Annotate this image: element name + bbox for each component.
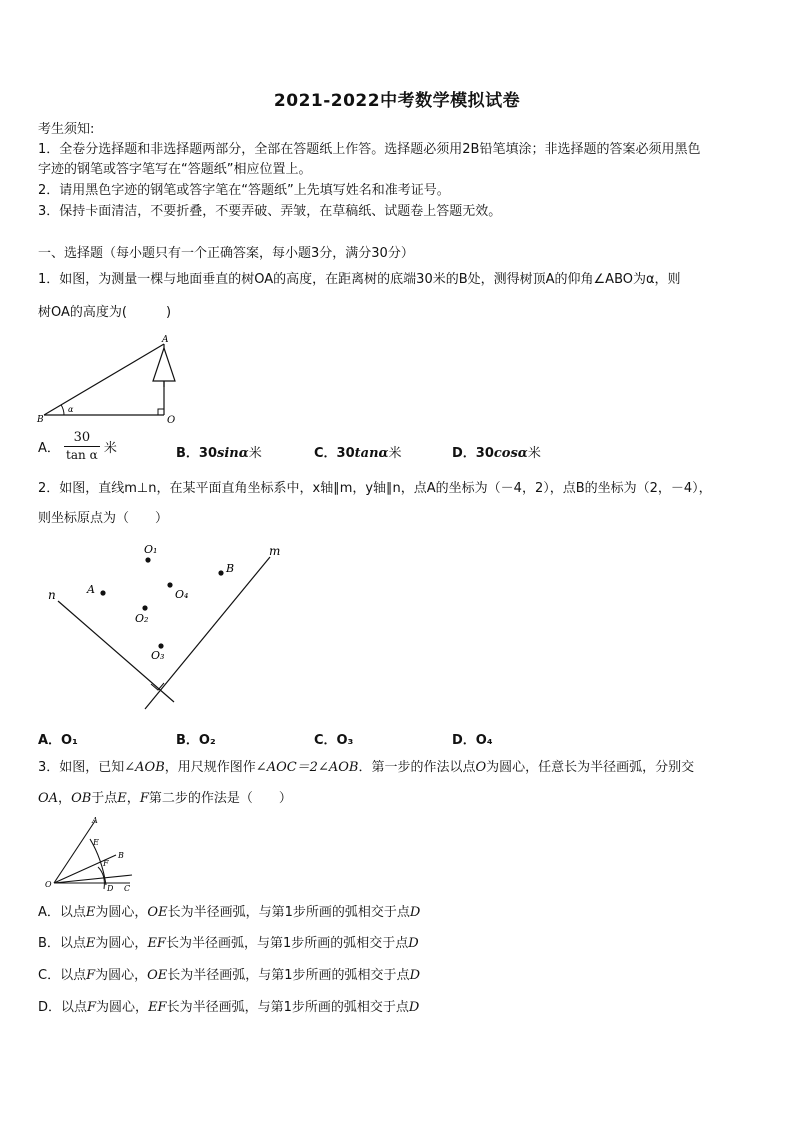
q3-figure <box>40 815 140 895</box>
q3-text-3: ．第一步的作法以点 <box>358 760 476 775</box>
q3-seg-oa: OA <box>38 791 59 806</box>
q3-option-d-end: D <box>408 1000 420 1015</box>
q1-option-a-unit: 米 <box>103 441 117 456</box>
q2-option-c[interactable]: C．O₃ <box>314 733 354 748</box>
q2-label-n: n <box>48 588 56 602</box>
q3-option-c-post: 长为半径画弧，与第1步所画的弧相交于点 <box>167 968 410 983</box>
q2-label-B: B <box>226 562 235 575</box>
q2-stem-line2: 则坐标原点为（ ） <box>38 511 169 526</box>
q2-label-O1: O₁ <box>144 543 158 556</box>
q1-option-a[interactable] <box>38 430 117 463</box>
q1-label-O: O <box>167 415 176 426</box>
q3-option-a-end: D <box>409 905 421 920</box>
q1-option-d-fn: cosα <box>493 446 528 461</box>
q1-figure <box>34 332 184 427</box>
q2-option-b[interactable]: B．O₂ <box>176 733 216 748</box>
q3-text-2: ，用尺规作图作 <box>164 760 256 775</box>
q1-option-c-unit: 米 <box>388 446 402 461</box>
q1-option-a-fraction <box>64 430 100 463</box>
q3-formula: ∠AOC＝2∠AOB <box>255 760 359 775</box>
q3-stem-line2 <box>38 790 292 808</box>
q2-option-a[interactable]: A．O₁ <box>38 733 78 748</box>
q1-label-B: B <box>37 415 44 425</box>
notice-item-1-cont: 字迹的钢笔或答字笔写在“答题纸”相应位置上。 <box>38 162 312 177</box>
q3-option-a-pre: A．以点 <box>38 905 86 920</box>
q3-option-d-point: F <box>87 1000 97 1015</box>
q3-point-f: F <box>139 791 149 806</box>
q1-label-alpha: α <box>68 405 74 414</box>
q3-angle-aob: ∠AOB <box>124 760 165 775</box>
q1-option-b[interactable] <box>176 442 262 461</box>
q3-option-a-point: E <box>85 905 96 920</box>
q3-option-a-post: 长为半径画弧，与第1步所画的弧相交于点 <box>167 905 410 920</box>
q3-option-a-mid: 为圆心， <box>95 905 148 920</box>
q2-label-O3: O₃ <box>151 649 165 662</box>
q3-point-e: E <box>117 791 127 806</box>
q3-label-O: O <box>45 880 52 889</box>
q3-option-c-point: F <box>86 968 96 983</box>
q2-label-O2: O₂ <box>135 612 149 625</box>
q2-label-m: m <box>269 544 281 558</box>
q3-option-b-end: D <box>408 936 419 951</box>
notice-item-1: 1．全卷分选择题和非选择题两部分，全部在答题纸上作答。选择题必须用2B铅笔填涂；非选择题的答案必须用黑色 <box>38 142 701 157</box>
q3-text-4: 为圆心，任意长为半径画弧，分别交 <box>486 760 695 775</box>
q1-option-d[interactable] <box>452 442 541 461</box>
q1-option-a-numerator: 30 <box>64 430 100 447</box>
q3-label-D: D <box>107 884 114 893</box>
q1-option-a-denominator: tan α <box>66 448 98 462</box>
q1-option-b-label: B．30 <box>176 446 217 461</box>
q3-option-b-mid: 为圆心， <box>95 936 148 951</box>
q3-option-d-post: 长为半径画弧，与第1步所画的弧相交于点 <box>166 1000 409 1015</box>
q3-label-F: F <box>103 859 109 868</box>
section-heading: 一、选择题（每小题只有一个正确答案，每小题3分，满分30分） <box>38 246 414 261</box>
q1-label-A: A <box>162 335 169 345</box>
q3-text-6: 第二步的作法是（ ） <box>148 791 292 806</box>
q1-option-c[interactable] <box>314 442 402 461</box>
q1-option-c-label: C．30 <box>314 446 355 461</box>
q3-option-c-end: D <box>409 968 420 983</box>
q3-option-d-mid: 为圆心， <box>96 1000 149 1015</box>
q3-label-C: C <box>124 884 131 893</box>
q3-point-o: O <box>475 760 487 775</box>
q3-comma-2: ， <box>126 791 140 806</box>
q3-comma-1: ， <box>58 791 72 806</box>
q3-seg-ob: OB <box>71 791 92 806</box>
q3-option-b-post: 长为半径画弧，与第1步所画的弧相交于点 <box>165 936 409 951</box>
q3-option-c-mid: 为圆心， <box>95 968 148 983</box>
notice-item-2: 2．请用黑色字迹的钢笔或答字笔在“答题纸”上先填写姓名和准考证号。 <box>38 183 450 198</box>
q1-option-d-label: D．30 <box>452 446 494 461</box>
q3-option-a[interactable] <box>38 904 420 922</box>
q3-option-d[interactable] <box>38 999 419 1017</box>
q2-label-A: A <box>87 583 95 596</box>
q2-option-d[interactable]: D．O₄ <box>452 733 493 748</box>
q3-option-b-point: E <box>85 936 96 951</box>
q3-label-A: A <box>92 816 98 825</box>
q1-option-c-fn: tanα <box>354 446 389 461</box>
q2-label-O4: O₄ <box>175 588 189 601</box>
q3-option-c-seg: OE <box>147 968 168 983</box>
q1-option-d-unit: 米 <box>527 446 541 461</box>
q3-label-E: E <box>93 838 99 847</box>
q1-stem-line1: 1．如图，为测量一棵与地面垂直的树OA的高度，在距离树的底端30米的B处，测得树顶A的仰角∠ABO为α，则 <box>38 272 681 287</box>
q3-option-b-pre: B．以点 <box>38 936 86 951</box>
q3-option-c[interactable] <box>38 967 420 985</box>
q3-option-a-seg: OE <box>147 905 168 920</box>
q2-figure <box>40 538 290 713</box>
q1-option-b-fn: sinα <box>217 446 249 461</box>
q3-option-d-seg: EF <box>148 1000 167 1015</box>
q3-text-1: 3．如图，已知 <box>38 760 125 775</box>
q3-option-d-pre: D．以点 <box>38 1000 88 1015</box>
q2-stem-line1: 2．如图，直线m⊥n，在某平面直角坐标系中，x轴∥m，y轴∥n，点A的坐标为（－4，2），点B的坐标为（2，－4）， <box>38 481 712 496</box>
q3-stem-line1 <box>38 759 694 777</box>
q3-option-c-pre: C．以点 <box>38 968 87 983</box>
notice-heading: 考生须知: <box>38 122 95 137</box>
q3-option-b[interactable] <box>38 935 419 953</box>
q3-label-B: B <box>118 851 124 860</box>
notice-item-3: 3．保持卡面清洁，不要折叠，不要弄破、弄皱，在草稿纸、试题卷上答题无效。 <box>38 204 502 219</box>
q1-option-b-unit: 米 <box>248 446 262 461</box>
page-title: 2021-2022中考数学模拟试卷 <box>273 91 521 111</box>
q3-option-b-seg: EF <box>147 936 166 951</box>
q3-text-5: 于点 <box>91 791 118 806</box>
q1-option-a-label: A． <box>38 441 60 456</box>
q1-stem-line2: 树OA的高度为( ) <box>38 305 172 320</box>
